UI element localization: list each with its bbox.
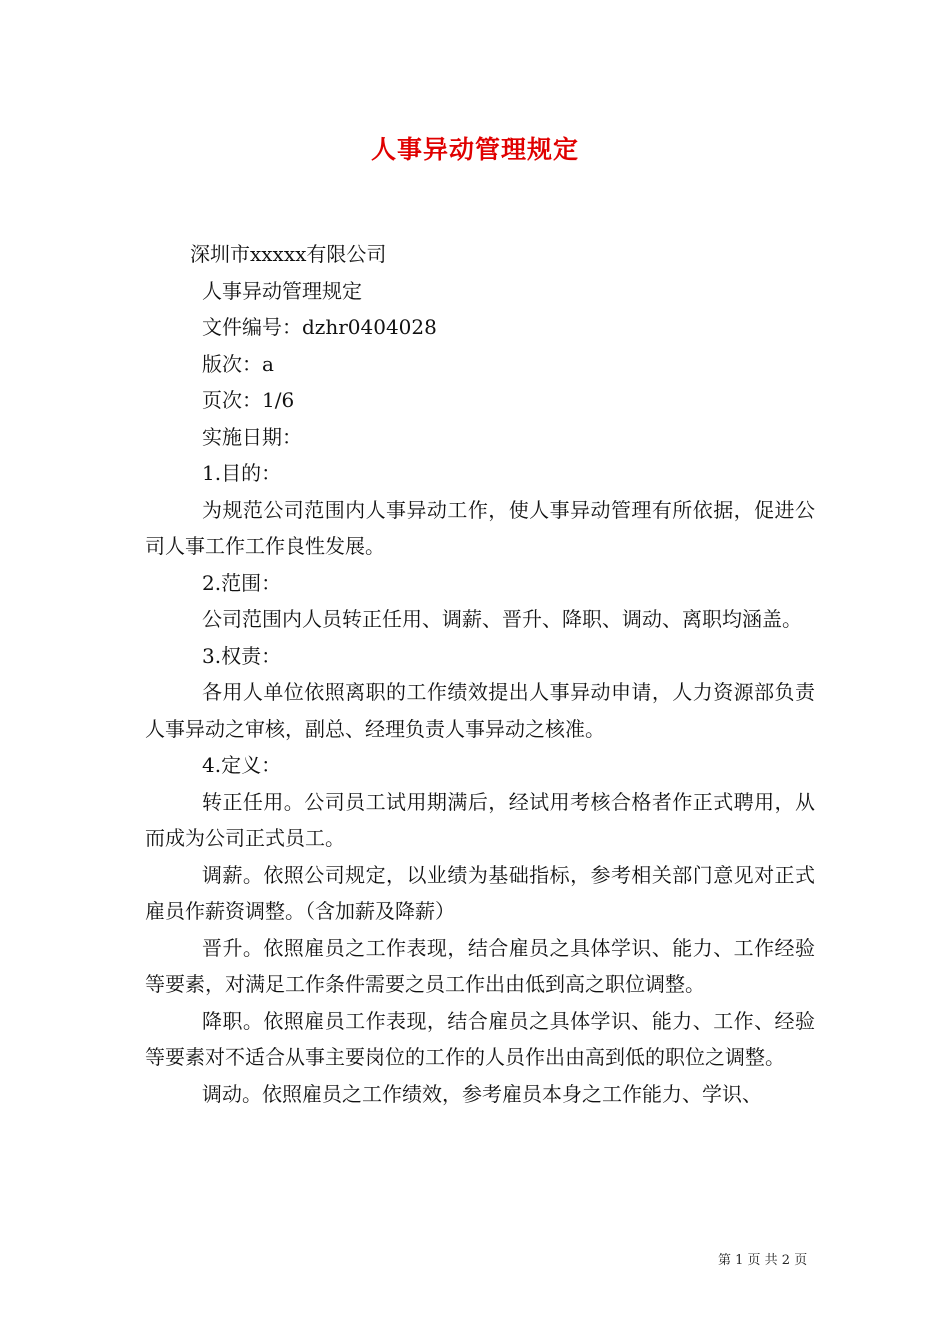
definition-paragraph-confirmation: 转正任用。公司员工试用期满后，经试用考核合格者作正式聘用，从而成为公司正式员工。 bbox=[145, 789, 815, 850]
definition-paragraph-demotion: 降职。依照雇员工作表现，结合雇员之具体学识、能力、工作、经验等要素对不适合从事主要岗位的工作的人员作出由高到低的职位之调整。 bbox=[145, 1008, 815, 1069]
effective-date-line: 实施日期： bbox=[202, 424, 302, 449]
section-paragraph-purpose: 为规范公司范围内人事异动工作，使人事异动管理有所依据，促进公司人事工作工作良性发展。 bbox=[145, 497, 815, 558]
document-title: 人事异动管理规定 bbox=[370, 135, 579, 164]
doc-name-line: 人事异动管理规定 bbox=[202, 278, 362, 303]
definition-paragraph-transfer: 调动。依照雇员之工作绩效，参考雇员本身之工作能力、学识、 bbox=[202, 1081, 762, 1106]
document-body bbox=[145, 236, 815, 1112]
company-name: 深圳市xxxxx有限公司 bbox=[190, 242, 387, 266]
page-footer: 第 1 页 共 2 页 bbox=[718, 1253, 808, 1268]
file-number-line: 文件编号：dzhr0404028 bbox=[202, 315, 437, 339]
definition-paragraph-salary-adjustment: 调薪。依照公司规定，以业绩为基础指标，参考相关部门意见对正式雇员作薪资调整。（含加薪及降薪） bbox=[145, 862, 815, 923]
section-heading-responsibility: 3.权责： bbox=[202, 643, 282, 668]
edition-line: 版次：a bbox=[202, 351, 274, 376]
definition-paragraph-promotion: 晋升。依照雇员之工作表现，结合雇员之具体学识、能力、工作经验等要素，对满足工作条件需要之员工作出由低到高之职位调整。 bbox=[145, 935, 815, 996]
section-heading-scope: 2.范围： bbox=[202, 570, 282, 595]
section-heading-purpose: 1.目的： bbox=[202, 461, 282, 485]
section-paragraph-responsibility: 各用人单位依照离职的工作绩效提出人事异动申请，人力资源部负责人事异动之审核，副总、经理负责人事异动之核准。 bbox=[145, 680, 815, 741]
section-heading-definitions: 4.定义： bbox=[202, 753, 282, 777]
section-paragraph-scope: 公司范围内人员转正任用、调薪、晋升、降职、调动、离职均涵盖。 bbox=[202, 607, 802, 631]
page-count-line: 页次：1/6 bbox=[202, 388, 295, 412]
